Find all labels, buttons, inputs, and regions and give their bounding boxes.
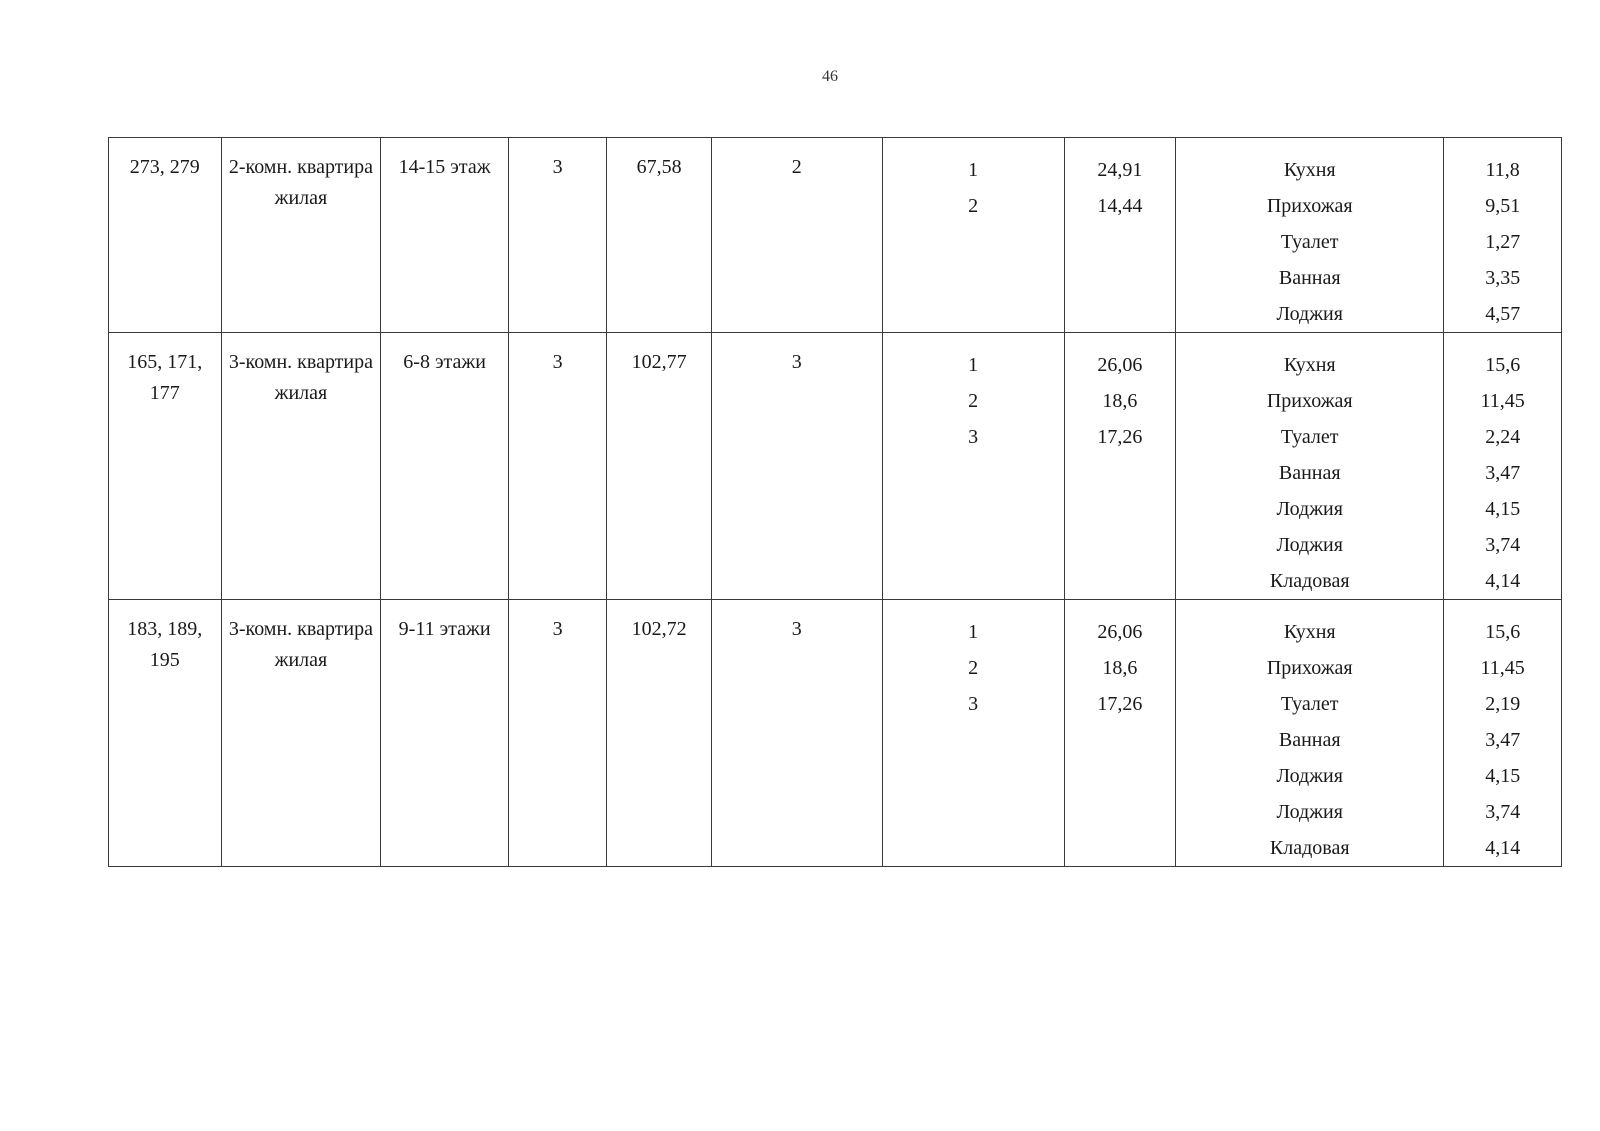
room-number: 2 bbox=[968, 657, 979, 679]
aux-room-name: Кухня bbox=[1283, 159, 1336, 181]
aux-room-areas-cell bbox=[1444, 138, 1562, 333]
aux-room-areas-cell bbox=[1444, 333, 1562, 600]
aux-room-name: Кухня bbox=[1283, 621, 1336, 643]
aux-room-name: Кладовая bbox=[1269, 570, 1350, 592]
room-areas-cell bbox=[1064, 600, 1176, 867]
room-number: 2 bbox=[968, 195, 979, 217]
aux-room-name: Лоджия bbox=[1276, 765, 1343, 787]
column-4-cell: 3 bbox=[508, 138, 606, 333]
room-count-cell: 3 bbox=[711, 600, 882, 867]
apartment-type-cell: 2-комн. квартира жилая bbox=[221, 138, 381, 333]
room-area: 18,6 bbox=[1102, 390, 1138, 412]
room-number: 1 bbox=[968, 354, 979, 376]
aux-room-area: 4,14 bbox=[1485, 837, 1521, 859]
table-row bbox=[109, 138, 1562, 333]
aux-room-area: 3,74 bbox=[1485, 801, 1521, 823]
aux-room-area: 1,27 bbox=[1485, 231, 1521, 253]
room-number: 1 bbox=[968, 621, 979, 643]
room-numbers-cell bbox=[882, 600, 1064, 867]
aux-room-area: 15,6 bbox=[1485, 621, 1521, 643]
aux-room-name: Лоджия bbox=[1276, 303, 1343, 325]
table-row bbox=[109, 600, 1562, 867]
room-number: 2 bbox=[968, 390, 979, 412]
room-number: 1 bbox=[968, 159, 979, 181]
apartments-table bbox=[108, 137, 1562, 867]
aux-room-name: Прихожая bbox=[1266, 657, 1353, 679]
aux-room-name: Прихожая bbox=[1266, 195, 1353, 217]
apartment-numbers-cell: 165, 171, 177 bbox=[109, 333, 222, 600]
aux-room-area: 11,45 bbox=[1480, 390, 1525, 412]
aux-room-name: Туалет bbox=[1280, 231, 1339, 253]
aux-room-area: 2,19 bbox=[1485, 693, 1521, 715]
apartment-numbers-cell: 273, 279 bbox=[109, 138, 222, 333]
aux-room-area: 11,8 bbox=[1485, 159, 1520, 181]
floors-cell: 14-15 этаж bbox=[381, 138, 509, 333]
total-area-cell: 67,58 bbox=[607, 138, 712, 333]
aux-room-name: Ванная bbox=[1278, 729, 1341, 751]
aux-room-name: Туалет bbox=[1280, 693, 1339, 715]
room-count-cell: 2 bbox=[711, 138, 882, 333]
aux-room-area: 3,47 bbox=[1485, 462, 1521, 484]
room-number: 3 bbox=[968, 426, 979, 448]
aux-room-area: 3,47 bbox=[1485, 729, 1521, 751]
total-area-cell: 102,77 bbox=[607, 333, 712, 600]
room-area: 18,6 bbox=[1102, 657, 1138, 679]
room-numbers-cell bbox=[882, 333, 1064, 600]
room-areas-cell bbox=[1064, 138, 1176, 333]
aux-room-names-cell bbox=[1176, 600, 1444, 867]
aux-room-name: Лоджия bbox=[1276, 801, 1343, 823]
floors-cell: 9-11 этажи bbox=[381, 600, 509, 867]
room-area: 14,44 bbox=[1097, 195, 1143, 217]
aux-room-area: 9,51 bbox=[1485, 195, 1521, 217]
floors-cell: 6-8 этажи bbox=[381, 333, 509, 600]
aux-room-name: Кухня bbox=[1283, 354, 1336, 376]
aux-room-area: 4,15 bbox=[1485, 765, 1521, 787]
total-area-cell: 102,72 bbox=[607, 600, 712, 867]
aux-room-name: Лоджия bbox=[1276, 498, 1343, 520]
apartment-type-cell: 3-комн. квартира жилая bbox=[221, 333, 381, 600]
room-area: 26,06 bbox=[1097, 621, 1143, 643]
column-4-cell: 3 bbox=[508, 333, 606, 600]
aux-room-area: 3,35 bbox=[1485, 267, 1521, 289]
aux-room-names-cell bbox=[1176, 138, 1444, 333]
aux-room-name: Туалет bbox=[1280, 426, 1339, 448]
aux-room-area: 2,24 bbox=[1485, 426, 1521, 448]
aux-room-area: 11,45 bbox=[1480, 657, 1525, 679]
room-area: 17,26 bbox=[1097, 426, 1143, 448]
aux-room-name: Кладовая bbox=[1269, 837, 1350, 859]
aux-room-name: Ванная bbox=[1278, 267, 1341, 289]
aux-room-area: 4,57 bbox=[1485, 303, 1521, 325]
room-count-cell: 3 bbox=[711, 333, 882, 600]
aux-room-name: Прихожая bbox=[1266, 390, 1353, 412]
apartment-numbers-cell: 183, 189, 195 bbox=[109, 600, 222, 867]
aux-room-areas-cell bbox=[1444, 600, 1562, 867]
aux-room-area: 15,6 bbox=[1485, 354, 1521, 376]
aux-room-name: Ванная bbox=[1278, 462, 1341, 484]
room-area: 26,06 bbox=[1097, 354, 1143, 376]
column-4-cell: 3 bbox=[508, 600, 606, 867]
room-area: 17,26 bbox=[1097, 693, 1143, 715]
aux-room-area: 4,14 bbox=[1485, 570, 1521, 592]
table-row bbox=[109, 333, 1562, 600]
room-number: 3 bbox=[968, 693, 979, 715]
aux-room-area: 3,74 bbox=[1485, 534, 1521, 556]
aux-room-area: 4,15 bbox=[1485, 498, 1521, 520]
aux-room-name: Лоджия bbox=[1276, 534, 1343, 556]
apartment-type-cell: 3-комн. квартира жилая bbox=[221, 600, 381, 867]
room-area: 24,91 bbox=[1097, 159, 1143, 181]
page-number: 46 bbox=[822, 68, 838, 85]
aux-room-names-cell bbox=[1176, 333, 1444, 600]
room-numbers-cell bbox=[882, 138, 1064, 333]
room-areas-cell bbox=[1064, 333, 1176, 600]
